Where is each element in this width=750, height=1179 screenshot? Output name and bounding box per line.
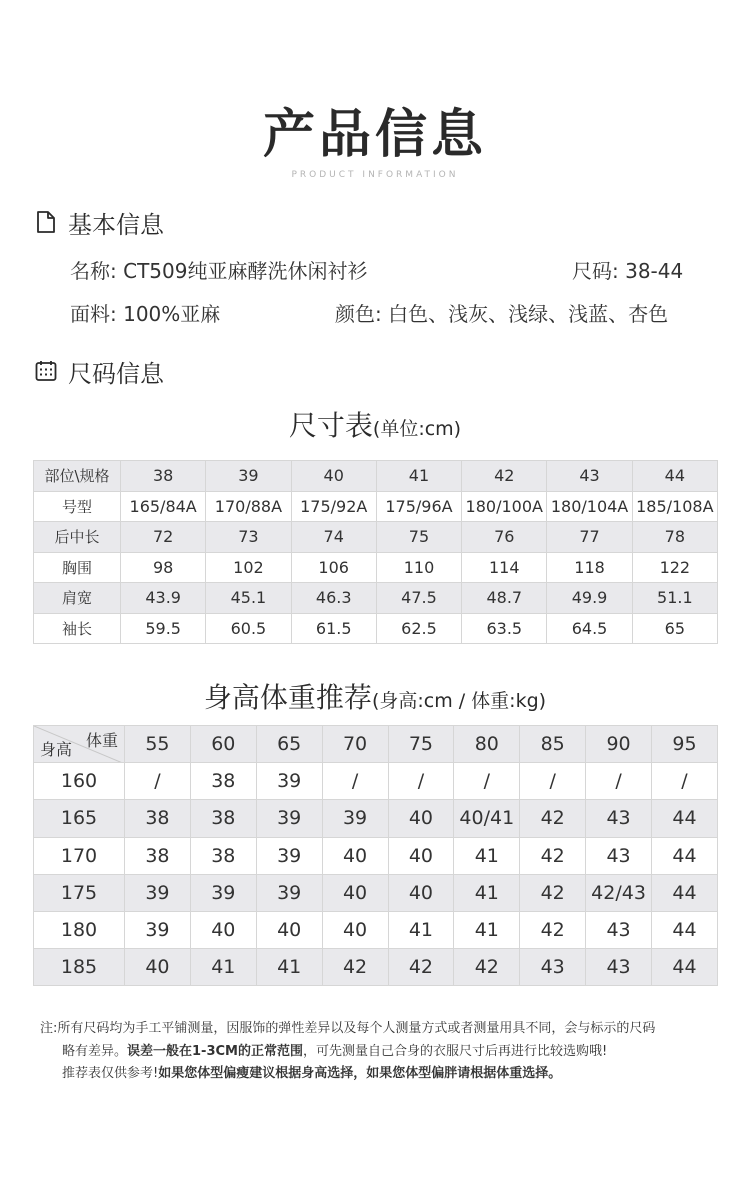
recommend-cell: 40: [388, 837, 454, 874]
recommend-cell: 44: [652, 837, 718, 874]
recommend-cell: /: [322, 763, 388, 800]
recommend-cell: 41: [454, 837, 520, 874]
weight-header-cell: 95: [652, 726, 718, 763]
size-table: [33, 460, 718, 644]
size-row: [34, 491, 718, 522]
recommend-cell: 39: [256, 800, 322, 837]
weight-header-cell: 75: [388, 726, 454, 763]
size-cell: 64.5: [547, 613, 632, 644]
weight-header-cell: 55: [125, 726, 191, 763]
recommend-cell: /: [586, 763, 652, 800]
recommend-row: [34, 911, 718, 948]
recommend-cell: 43: [586, 911, 652, 948]
recommend-cell: /: [520, 763, 586, 800]
recommend-cell: 38: [125, 837, 191, 874]
weight-header-cell: 80: [454, 726, 520, 763]
recommend-cell: 39: [125, 911, 191, 948]
height-label-cell: 160: [34, 763, 125, 800]
recommend-corner-cell: [34, 726, 125, 763]
recommend-cell: 43: [520, 949, 586, 986]
recommend-cell: 40: [388, 874, 454, 911]
recommend-cell: 43: [586, 837, 652, 874]
weight-header-cell: 85: [520, 726, 586, 763]
size-header-cell: 40: [291, 461, 376, 492]
size-table-unit: (单位:cm): [372, 418, 462, 440]
weight-header-cell: 65: [256, 726, 322, 763]
note-line-3-b: 如果您体型偏瘦建议根据身高选择，如果您体型偏胖请根据体重选择。: [158, 1066, 562, 1081]
size-cell: 51.1: [632, 583, 717, 614]
recommend-row: [34, 837, 718, 874]
weight-header-cell: 60: [190, 726, 256, 763]
recommend-cell: 42: [520, 837, 586, 874]
recommend-table: [33, 725, 718, 986]
size-cell: 165/84A: [121, 491, 206, 522]
size-cell: 61.5: [291, 613, 376, 644]
size-cell: 60.5: [206, 613, 291, 644]
size-cell: 49.9: [547, 583, 632, 614]
size-cell: 72: [121, 522, 206, 553]
page-subtitle: PRODUCT INFORMATION: [291, 170, 459, 180]
size-cell: 110: [376, 552, 461, 583]
recommend-cell: 42: [454, 949, 520, 986]
size-row-label: 袖长: [34, 613, 121, 644]
recommend-cell: 43: [586, 800, 652, 837]
size-corner-cell: 部位\规格: [34, 461, 121, 492]
recommend-cell: 39: [125, 874, 191, 911]
document-icon: [34, 210, 58, 234]
recommend-cell: 40/41: [454, 800, 520, 837]
size-row-label: 号型: [34, 491, 121, 522]
recommend-table-title-main: 身高体重推荐: [203, 681, 372, 714]
recommend-cell: /: [652, 763, 718, 800]
size-cell: 175/92A: [291, 491, 376, 522]
note-line-3-a: 推荐表仅供参考!: [62, 1066, 159, 1081]
size-cell: 118: [547, 552, 632, 583]
note-line-1: 注:所有尺码均为手工平铺测量，因服饰的弹性差异以及每个人测量方式或者测量用具不同，会与标示的尺码: [40, 1021, 656, 1036]
recommend-cell: 40: [125, 949, 191, 986]
recommend-cell: 42: [388, 949, 454, 986]
size-row: [34, 522, 718, 553]
size-cell: 98: [121, 552, 206, 583]
weight-header-cell: 70: [322, 726, 388, 763]
size-cell: 185/108A: [632, 491, 717, 522]
height-label-cell: 175: [34, 874, 125, 911]
size-cell: 43.9: [121, 583, 206, 614]
basic-info-heading: [34, 205, 164, 239]
size-cell: 45.1: [206, 583, 291, 614]
size-cell: 46.3: [291, 583, 376, 614]
recommend-cell: 40: [388, 800, 454, 837]
recommend-cell: 42: [322, 949, 388, 986]
height-label-cell: 180: [34, 911, 125, 948]
recommend-cell: 39: [256, 763, 322, 800]
color-label: 颜色:: [335, 302, 382, 326]
size-info-label: 尺码信息: [68, 359, 164, 388]
recommend-cell: 38: [190, 763, 256, 800]
recommend-cell: 40: [190, 911, 256, 948]
note-line-2-a: 略有差异。: [62, 1044, 128, 1059]
basic-info-label: 基本信息: [68, 210, 164, 239]
recommend-cell: 41: [454, 911, 520, 948]
recommend-cell: 42: [520, 874, 586, 911]
size-cell: 76: [462, 522, 547, 553]
size-row-label: 肩宽: [34, 583, 121, 614]
recommend-cell: 42: [520, 911, 586, 948]
size-row-label: 胸围: [34, 552, 121, 583]
size-cell: 170/88A: [206, 491, 291, 522]
product-name: [70, 255, 367, 284]
recommend-cell: 44: [652, 911, 718, 948]
recommend-row: [34, 874, 718, 911]
size-info-heading: [34, 354, 164, 388]
recommend-cell: 38: [190, 800, 256, 837]
recommend-cell: 42: [520, 800, 586, 837]
size-cell: 77: [547, 522, 632, 553]
size-cell: 102: [206, 552, 291, 583]
size-header-cell: 43: [547, 461, 632, 492]
size-cell: 175/96A: [376, 491, 461, 522]
recommend-cell: 41: [190, 949, 256, 986]
product-colors: [335, 298, 668, 327]
size-row: [34, 583, 718, 614]
recommend-cell: 44: [652, 874, 718, 911]
recommend-cell: 40: [322, 837, 388, 874]
recommend-cell: 42/43: [586, 874, 652, 911]
size-cell: 62.5: [376, 613, 461, 644]
note-line-2: [62, 1040, 607, 1059]
recommend-cell: 43: [586, 949, 652, 986]
corner-weight-label: 体重: [85, 731, 118, 750]
page-title: 产品信息: [262, 105, 487, 165]
height-label-cell: 170: [34, 837, 125, 874]
weight-header-cell: 90: [586, 726, 652, 763]
size-row: [34, 613, 718, 644]
size-header-cell: 41: [376, 461, 461, 492]
size-header-row: [34, 461, 718, 492]
recommend-cell: 38: [190, 837, 256, 874]
size-header-cell: 42: [462, 461, 547, 492]
recommend-row: [34, 800, 718, 837]
size-cell: 59.5: [121, 613, 206, 644]
recommend-cell: 41: [256, 949, 322, 986]
size-cell: 73: [206, 522, 291, 553]
fabric-value: 100%亚麻: [123, 302, 221, 326]
size-cell: 106: [291, 552, 376, 583]
recommend-cell: 44: [652, 800, 718, 837]
size-value: 38-44: [625, 259, 684, 283]
size-cell: 74: [291, 522, 376, 553]
size-cell: 75: [376, 522, 461, 553]
height-label-cell: 185: [34, 949, 125, 986]
size-cell: 63.5: [462, 613, 547, 644]
fabric-label: 面料:: [70, 302, 117, 326]
size-cell: 65: [632, 613, 717, 644]
recommend-table-unit: (身高:cm / 体重:kg): [371, 690, 547, 712]
recommend-cell: 40: [322, 911, 388, 948]
recommend-table-title: [0, 676, 750, 716]
recommend-row: [34, 949, 718, 986]
size-row-label: 后中长: [34, 522, 121, 553]
calendar-icon: [34, 359, 58, 383]
recommend-cell: 44: [652, 949, 718, 986]
size-label: 尺码:: [572, 259, 619, 283]
size-cell: 122: [632, 552, 717, 583]
size-header-cell: 39: [206, 461, 291, 492]
size-table-title: [0, 404, 750, 444]
size-table-title-main: 尺寸表: [288, 409, 373, 442]
recommend-header-row: [34, 726, 718, 763]
recommend-cell: 39: [190, 874, 256, 911]
size-cell: 180/100A: [462, 491, 547, 522]
product-size-range: [572, 255, 683, 284]
size-cell: 114: [462, 552, 547, 583]
note-line-3: [62, 1062, 561, 1081]
product-fabric: [70, 298, 220, 327]
recommend-cell: 39: [256, 874, 322, 911]
note-line-2-c: ，可先测量自己合身的衣服尺寸后再进行比较选购哦!: [302, 1044, 608, 1059]
size-cell: 180/104A: [547, 491, 632, 522]
name-value: CT509纯亚麻酵洗休闲衬衫: [123, 259, 368, 283]
recommend-cell: 41: [454, 874, 520, 911]
color-value: 白色、浅灰、浅绿、浅蓝、杏色: [388, 302, 669, 326]
recommend-cell: 39: [256, 837, 322, 874]
recommend-cell: /: [454, 763, 520, 800]
recommend-cell: 41: [388, 911, 454, 948]
corner-height-label: 身高: [40, 740, 73, 760]
recommend-cell: 40: [322, 874, 388, 911]
name-label: 名称:: [70, 259, 117, 283]
size-cell: 78: [632, 522, 717, 553]
size-header-cell: 44: [632, 461, 717, 492]
recommend-cell: 39: [322, 800, 388, 837]
size-header-cell: 38: [121, 461, 206, 492]
note-line-2-b: 误差一般在1-3CM的正常范围: [127, 1044, 303, 1059]
recommend-cell: /: [388, 763, 454, 800]
recommend-cell: 38: [125, 800, 191, 837]
recommend-cell: /: [125, 763, 191, 800]
recommend-cell: 40: [256, 911, 322, 948]
size-cell: 47.5: [376, 583, 461, 614]
size-cell: 48.7: [462, 583, 547, 614]
recommend-row: [34, 763, 718, 800]
height-label-cell: 165: [34, 800, 125, 837]
size-row: [34, 552, 718, 583]
